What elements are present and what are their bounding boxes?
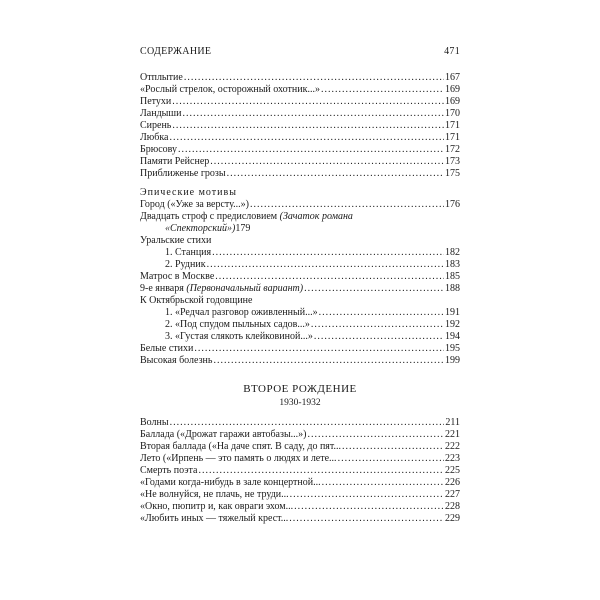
entry-title	[140, 283, 303, 295]
dot-leader	[250, 199, 444, 211]
spacer	[140, 367, 460, 383]
dot-leader	[213, 355, 444, 367]
toc-entry	[140, 501, 460, 513]
toc-entry	[140, 211, 460, 235]
entry-page: 223	[445, 453, 460, 464]
dot-leader	[294, 501, 444, 513]
entry-page: 171	[445, 120, 460, 131]
section-title: ВТОРОЕ РОЖДЕНИЕ	[243, 383, 357, 395]
entry-title: Ландыши	[140, 108, 182, 119]
entry-title: Приближенье грозы	[140, 168, 226, 179]
entry-page: 179	[235, 223, 251, 234]
toc-entry	[140, 259, 460, 271]
dot-leader	[182, 108, 444, 120]
entry-page: 227	[445, 489, 460, 500]
toc-entry	[140, 84, 460, 96]
entry-page: 228	[445, 501, 460, 512]
entry-title: Смерть поэта	[140, 465, 198, 476]
entry-page: 167	[445, 72, 460, 83]
entry-title: Любка	[140, 132, 169, 143]
entry-title: Город («Уже за версту...»)	[140, 199, 249, 210]
entry-title: Сирень	[140, 120, 172, 131]
dot-leader	[308, 429, 445, 441]
entry-title: 1. «Редчал разговор оживленный...»	[165, 307, 318, 318]
entry-page: 191	[445, 307, 460, 318]
toc-entry	[140, 331, 460, 343]
toc-entry	[140, 453, 460, 465]
toc-entry	[140, 96, 460, 108]
dot-leader	[172, 96, 444, 108]
toc-entry	[140, 120, 460, 132]
entry-title: Лето («Ирпень — это память о людях и лете...	[140, 453, 337, 464]
dot-leader	[170, 417, 445, 429]
dot-leader	[311, 319, 444, 331]
entry-page: 188	[445, 283, 460, 294]
toc-entry	[140, 144, 460, 156]
subcycle-heading-text: К Октябрьской годовщине	[140, 295, 253, 306]
spacer	[140, 180, 460, 187]
dot-leader	[198, 465, 444, 477]
entry-title: Высокая болезнь	[140, 355, 213, 366]
dot-leader	[212, 247, 444, 259]
entry-title: 1. Станция	[165, 247, 212, 258]
entry-page: 173	[445, 156, 460, 167]
toc-entry	[140, 319, 460, 331]
entry-title: Волны	[140, 417, 169, 428]
entry-title: 3. «Густая слякоть клейковиной...»	[165, 331, 313, 342]
entry-title-italic: (Зачаток романа	[279, 211, 353, 222]
entry-title: Памяти Рейснер	[140, 156, 210, 167]
entry-title: «Любить иных — тяжелый крест...	[140, 513, 289, 524]
header-page-number: 471	[444, 46, 460, 57]
toc-entry	[140, 465, 460, 477]
entry-page: 222	[445, 441, 460, 452]
entry-title: Баллада («Дрожат гаражи автобазы...»)	[140, 429, 307, 440]
table-of-contents	[140, 72, 460, 525]
entry-title: Петухи	[140, 96, 172, 107]
toc-entry	[140, 513, 460, 525]
entry-title: Матрос в Москве	[140, 271, 215, 282]
entry-title: «Годами когда-нибудь в зале концертной...	[140, 477, 321, 488]
dot-leader	[178, 144, 444, 156]
dot-leader	[319, 307, 444, 319]
entry-page: 195	[445, 343, 460, 354]
dot-leader	[322, 477, 444, 489]
entry-title: Отплытие	[140, 72, 183, 83]
dot-leader	[304, 283, 444, 295]
toc-entry	[140, 355, 460, 367]
section-years: 1930-1932	[279, 398, 321, 408]
toc-entry	[140, 441, 460, 453]
dot-leader	[210, 156, 444, 168]
entry-page: 172	[445, 144, 460, 155]
entry-page: 211	[445, 417, 460, 428]
entry-title-italic: (Первоначальный вариант)	[186, 283, 304, 294]
dot-leader	[227, 168, 444, 180]
entry-title-italic: «Спекторский»)	[165, 223, 236, 234]
toc-entry	[140, 283, 460, 295]
cycle-heading-text: Эпические мотивы	[140, 187, 237, 198]
entry-page: 169	[445, 84, 460, 95]
toc-entry	[140, 489, 460, 501]
toc-entry	[140, 156, 460, 168]
entry-title: Вторая баллада («На даче спят. В саду, до пят...	[140, 441, 342, 452]
entry-page: 170	[445, 108, 460, 119]
toc-entry	[140, 307, 460, 319]
entry-page: 192	[445, 319, 460, 330]
cycle-heading	[140, 187, 460, 199]
entry-page: 176	[445, 199, 460, 210]
toc-entry	[140, 199, 460, 211]
dot-leader	[314, 331, 444, 343]
entry-page: 169	[445, 96, 460, 107]
dot-leader	[184, 72, 444, 84]
toc-entry	[140, 417, 460, 429]
entry-page: 199	[445, 355, 460, 366]
dot-leader	[290, 489, 444, 501]
dot-leader	[170, 132, 445, 144]
dot-leader	[289, 513, 444, 525]
entry-page: 221	[445, 429, 460, 440]
entry-title: Брюсову	[140, 144, 178, 155]
entry-page: 183	[445, 259, 460, 270]
dot-leader	[321, 84, 444, 96]
entry-title: «Окно, пюпитр и, как овраги эхом...	[140, 501, 294, 512]
toc-entry	[140, 132, 460, 144]
dot-leader	[338, 453, 444, 465]
toc-entry	[140, 247, 460, 259]
entry-page: 171	[445, 132, 460, 143]
entry-title-plain: Двадцать строф с предисловием	[140, 211, 280, 222]
toc-entry	[140, 108, 460, 120]
entry-title: 2. «Под спудом пыльных садов...»	[165, 319, 310, 330]
subcycle-heading	[140, 235, 460, 247]
entry-title-plain: 9-е января	[140, 283, 187, 294]
toc-entry	[140, 477, 460, 489]
entry-page: 185	[445, 271, 460, 282]
dot-leader	[342, 441, 444, 453]
entry-page: 175	[445, 168, 460, 179]
dot-leader	[194, 343, 444, 355]
header-title: СОДЕРЖАНИЕ	[140, 46, 212, 57]
toc-entry	[140, 429, 460, 441]
toc-entry	[140, 343, 460, 355]
dot-leader	[172, 120, 444, 132]
toc-entry	[140, 168, 460, 180]
entry-page: 226	[445, 477, 460, 488]
entry-page: 194	[445, 331, 460, 342]
entry-page: 225	[445, 465, 460, 476]
entry-title-line2	[140, 223, 460, 235]
subcycle-heading-text: Уральские стихи	[140, 235, 212, 246]
dot-leader	[207, 259, 444, 271]
toc-entry	[140, 72, 460, 84]
toc-entry	[140, 271, 460, 283]
entry-title: Белые стихи	[140, 343, 194, 354]
entry-page: 229	[445, 513, 460, 524]
subcycle-heading	[140, 295, 460, 307]
entry-title: 2. Рудник	[165, 259, 206, 270]
entry-title: «Рослый стрелок, осторожный охотник...»	[140, 84, 320, 95]
entry-page: 182	[445, 247, 460, 258]
entry-title-line1	[140, 211, 460, 223]
entry-title: «Не волнуйся, не плачь, не труди...	[140, 489, 289, 500]
dot-leader	[215, 271, 444, 283]
